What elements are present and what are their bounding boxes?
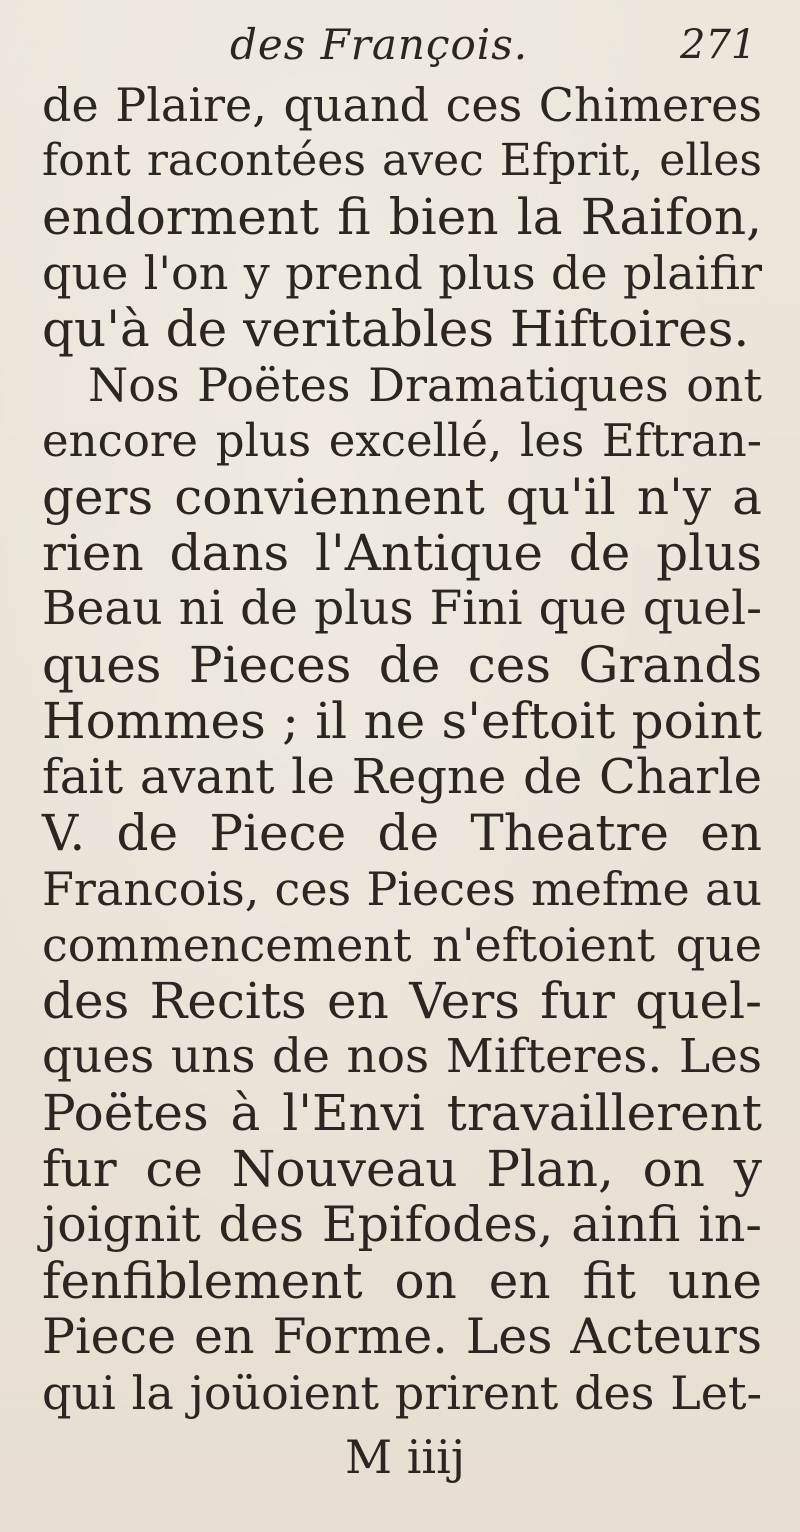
text-line: ques Pieces de ces Grands xyxy=(42,636,762,694)
page-number: 271 xyxy=(680,22,757,68)
text-line: Poëtes à l'Envi travaillerent xyxy=(42,1084,762,1142)
text-line: que l'on y prend plus de plaifir xyxy=(42,246,762,300)
text-line: qu'à de veritables Hiftoires. xyxy=(42,300,750,358)
text-line: de Plaire, quand ces Chimeres xyxy=(42,78,762,132)
running-head xyxy=(0,20,800,76)
text-line: Piece en Forme. Les Acteurs xyxy=(42,1308,762,1365)
running-title: des François. xyxy=(230,20,529,69)
text-line: fur ce Nouveau Plan, on y xyxy=(42,1140,762,1198)
text-line: V. de Piece de Theatre en xyxy=(42,804,762,862)
text-line: gers conviennent qu'il n'y a xyxy=(42,468,762,526)
text-line: ques uns de nos Mifteres. Les xyxy=(42,1029,762,1084)
text-line: qui la joüoient prirent des Let- xyxy=(42,1366,762,1420)
text-line: encore plus excellé, les Eftran- xyxy=(42,414,762,467)
text-line: Francois, ces Pieces mefme au xyxy=(42,862,762,916)
text-line: Nos Poëtes Dramatiques ont xyxy=(88,358,762,412)
text-line: joignit des Epifodes, ainfi in- xyxy=(42,1196,762,1253)
text-line: des Recits en Vers fur quel- xyxy=(42,972,762,1030)
text-line: Beau ni de plus Fini que quel- xyxy=(42,581,762,636)
text-line: fenfiblement on en fit une xyxy=(42,1252,762,1310)
text-line: fait avant le Regne de Charle xyxy=(42,749,762,805)
text-line: endorment fi bien la Raifon, xyxy=(42,188,762,246)
text-line: commencement n'eftoient que xyxy=(42,918,762,972)
signature-mark: M iiij xyxy=(345,1430,466,1484)
text-line: Hommes ; il ne s'eftoit point xyxy=(42,692,762,750)
text-line: font racontées avec Efprit, elles xyxy=(42,135,762,186)
text-line: rien dans l'Antique de plus xyxy=(42,524,762,582)
